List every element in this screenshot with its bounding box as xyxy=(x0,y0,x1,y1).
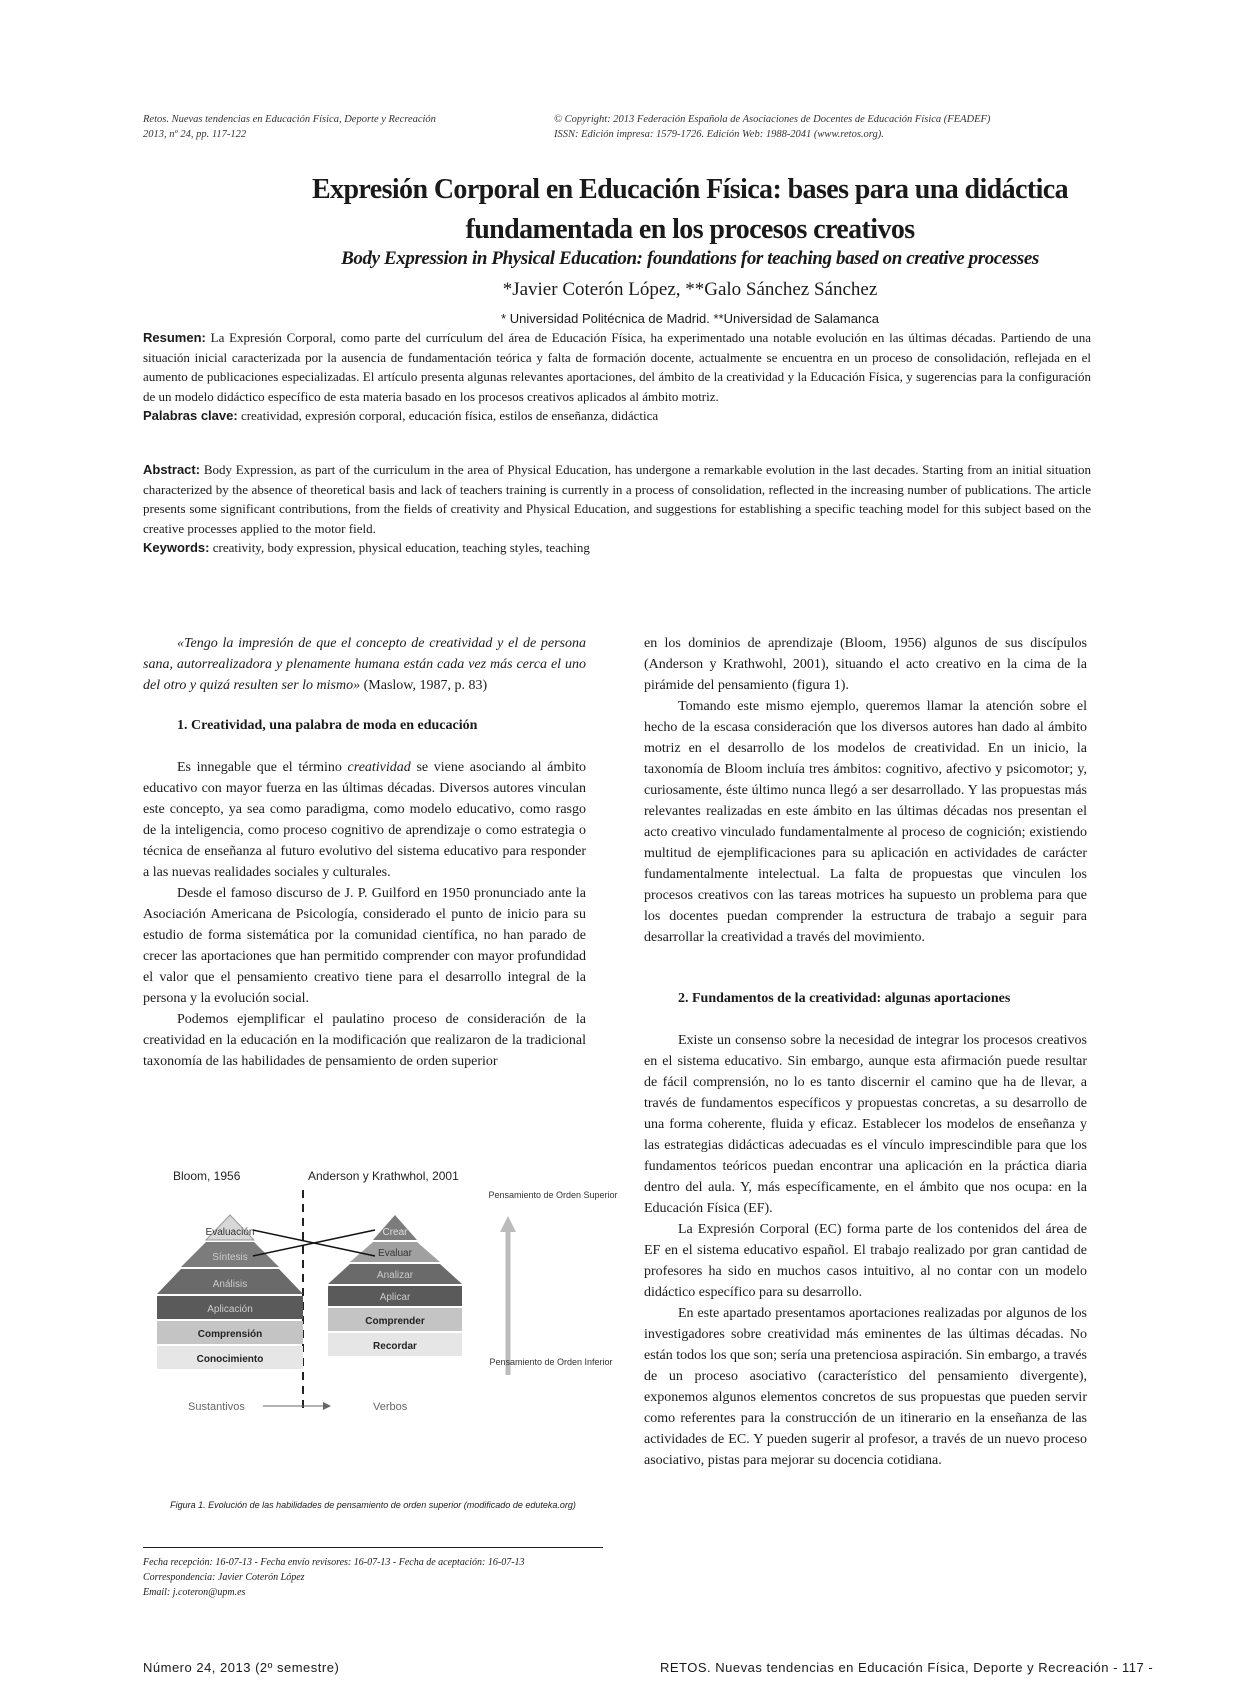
submission-dates: Fecha recepción: 16-07-13 - Fecha envío revisores: 16-07-13 - Fecha de aceptación: 16-07-13 xyxy=(143,1557,525,1568)
paragraph: La Expresión Corporal (EC) forma parte de los contenidos del área de EF en el sistema educativo español. El trabajo realizado por gran cantidad de profesores ha sido en muchos casos intuitivo, al no contar con un modelo didáctico específico para su desarrollo. xyxy=(644,1222,1087,1300)
emphasis-term: creatividad xyxy=(347,760,411,775)
paragraph-text: se viene asociando al ámbito educativo con mayor fuerza en las últimas décadas. Diversos autores vinculan este concepto, ya sea como paradigma, como modelo educativo, como rasgo de la inteligencia, como proceso cognitivo de aprendizaje o como estrategia o técnica de enseñanza al futuro evolutivo del sistema educativo para responder a las nuevas realidades sociales y culturales. xyxy=(143,760,586,880)
level-label: Comprensión xyxy=(197,1329,263,1340)
level-label: Conocimiento xyxy=(196,1354,264,1365)
palabras-clave-label: Palabras clave: xyxy=(143,408,238,423)
copyright-line: © Copyright: 2013 Federación Española de Asociaciones de Docentes de Educación Física (FEADEF) xyxy=(554,114,991,125)
level-label: Crear xyxy=(382,1227,408,1238)
article-title xyxy=(140,170,1240,250)
affiliation: * Universidad Politécnica de Madrid. **Universidad de Salamanca xyxy=(501,311,879,326)
level-label: Análisis xyxy=(212,1279,248,1290)
bloom-pyramid xyxy=(157,1215,303,1369)
left-column xyxy=(143,633,586,1072)
footnote-rule xyxy=(143,1547,603,1548)
level-label: Aplicar xyxy=(379,1292,411,1303)
paragraph: Podemos ejemplificar el paulatino proceso de consideración de la creatividad en la educación en la modificación que realizaron de la tradicional taxonomía de las habilidades de pensamiento de orden superior xyxy=(143,1012,586,1069)
paragraph: Tomando este mismo ejemplo, queremos llamar la atención sobre el hecho de la escasa consideración que los diversos autores han dado al ámbito motriz en el desarrollo de los modelos de creatividad. En un inicio, la taxonomía de Bloom incluía tres ámbitos: cognitivo, afectivo y psicomotor; y, curiosamente, éste último nunca llegó a ser desarrollado. Y las propuestas más relevantes realizadas en este ámbito en las últimas décadas nos presentan el acto creativo vinculado fundamentalmente al proceso de cognición; existiendo multitud de ejemplificaciones para su aplicación en actividades de carácter fundamentalmente intelectual. La falta de propuestas que vinculen los procesos creativos con las tareas motrices ha supuesto un problema para que los docentes puedan comprender la estructura de trabajo a seguir para desarrollar la creatividad a través del movimiento. xyxy=(644,699,1087,945)
paragraph: Desde el famoso discurso de J. P. Guilford en 1950 pronunciado ante la Asociación Americana de Psicología, considerado el punto de inicio para su estudio de forma sistemática por la comunidad científica, no han parado de crecer las aportaciones que han permitido comprender con mayor profundidad el valor que el pensamiento creativo tiene para el desarrollo integral de la persona y la evolución social. xyxy=(143,886,586,1006)
resumen-text: La Expresión Corporal, como parte del currículum del área de Educación Física, ha experimentado una notable evolución en las últimas décadas. Partiendo de una situación inicial caracterizada por la ausencia de fundamentación teórica y falta de formación docente, actualmente se encuentra en un proceso de consolidación, reflejada en el aumento de publicaciones especializadas. El artículo presenta algunas relevantes aportaciones, del ámbito de la creatividad y la Educación Física, y sugerencias para la configuración de un modelo didáctico específico de esta materia basado en los procesos creativos aplicados al ámbito motriz. xyxy=(143,330,1091,404)
footnotes xyxy=(143,1555,603,1600)
keywords: creativity, body expression, physical education, teaching styles, teaching xyxy=(209,540,590,555)
level-label: Analizar xyxy=(376,1270,414,1281)
resumen-label: Resumen: xyxy=(143,330,206,345)
journal-issue: 2013, nº 24, pp. 117-122 xyxy=(143,129,247,140)
page-footer-left: Número 24, 2013 (2º semestre) xyxy=(143,1660,340,1675)
paragraph: Existe un consenso sobre la necesidad de integrar los procesos creativos en el sistema educativo. Sin embargo, aunque esta afirmación puede resultar de fácil comprensión, no lo es tanto discernir el camino que ha de llevar, a través de fundamentos específicos y propuestas concretas, a su desarrollo de una forma coherente, fluida y eficaz. Establecer los modelos de enseñanza y las estrategias didácticas adecuadas es el vínculo imprescindible para que los fundamentos teóricos puedan encontrar una aplicación en la práctica diaria dentro del aula. Y, más específicamente, en el ámbito que nos ocupa: en la Educación Física (EF). xyxy=(644,1033,1087,1216)
keywords-label: Keywords: xyxy=(143,540,210,555)
anderson-label: Anderson y Krathwhol, 2001 xyxy=(308,1169,459,1183)
sustantivos-label: Sustantivos xyxy=(188,1401,245,1413)
order-arrow-head xyxy=(500,1216,516,1232)
quote-reference: (Maslow, 1987, p. 83) xyxy=(360,678,488,693)
journal-header-left xyxy=(143,112,503,142)
lower-order-label: Pensamiento de Orden Inferior xyxy=(489,1357,613,1367)
level-label: Aplicación xyxy=(207,1304,253,1315)
figure-caption: Figura 1. Evolución de las habilidades de pensamiento de orden superior (modificado de eduteka.org) xyxy=(170,1500,576,1510)
paragraph: en los dominios de aprendizaje (Bloom, 1956) algunos de sus discípulos (Anderson y Krathwohl, 2001), situando el acto creativo en la cima de la pirámide del pensamiento (figura 1). xyxy=(644,636,1087,693)
abstract-block xyxy=(143,460,1091,558)
epigraph-quote xyxy=(143,633,586,696)
english-title: Body Expression in Physical Education: foundations for teaching based on creative processes xyxy=(341,248,1039,269)
level-label: Recordar xyxy=(373,1341,417,1352)
bloom-label: Bloom, 1956 xyxy=(173,1169,241,1183)
palabras-clave: creatividad, expresión corporal, educación física, estilos de enseñanza, didáctica xyxy=(237,408,659,423)
level-label: Evaluar xyxy=(378,1248,412,1259)
journal-name: Retos. Nuevas tendencias en Educación Física, Deporte y Recreación xyxy=(143,114,436,125)
right-column xyxy=(644,633,1087,1471)
email: Email: j.coteron@upm.es xyxy=(143,1587,246,1598)
resumen-block xyxy=(143,328,1091,426)
level-label: Evaluación xyxy=(205,1227,255,1238)
paragraph-text: Es innegable que el término xyxy=(177,760,348,775)
section-heading-1: 1. Creatividad, una palabra de moda en educación xyxy=(177,718,478,733)
bottom-arrow-head xyxy=(323,1402,331,1410)
section-heading-2: 2. Fundamentos de la creatividad: algunas aportaciones xyxy=(678,991,1011,1006)
quote-text: «Tengo la impresión de que el concepto de creatividad y el de persona sana, autorrealizadora y plenamente humana están cada vez más cerca el uno del otro y quizá resulten ser lo mismo» xyxy=(143,636,586,693)
paragraph xyxy=(143,757,586,883)
abstract-text: Body Expression, as part of the curriculum in the area of Physical Education, has undergone a remarkable evolution in the last decades. Starting from an initial situation characterized by the absence of theoretical basis and lack of teachers training is currently in a process of consolidation, reflected in the increasing number of publications. The article presents some significant contributions, from the fields of creativity and Physical Education, and suggestions for establishing a specific teaching model for this subject based on the creative processes applied to the motor field. xyxy=(143,462,1091,536)
journal-header-right xyxy=(554,112,1114,142)
verbos-label: Verbos xyxy=(373,1401,408,1413)
level-label: Comprender xyxy=(365,1316,425,1327)
page-footer-right: RETOS. Nuevas tendencias en Educación Física, Deporte y Recreación - 117 - xyxy=(660,1660,1154,1675)
issn-line: ISSN: Edición impresa: 1579-1726. Edición Web: 1988-2041 (www.retos.org). xyxy=(554,129,884,140)
correspondence: Correspondencia: Javier Coterón López xyxy=(143,1572,305,1583)
abstract-label: Abstract: xyxy=(143,462,201,477)
higher-order-label: Pensamiento de Orden Superior xyxy=(488,1190,618,1200)
title-line-2: fundamentada en los procesos creativos xyxy=(465,214,915,245)
level-label: Síntesis xyxy=(212,1252,248,1263)
title-line-1: Expresión Corporal en Educación Física: bases para una didáctica xyxy=(311,174,1069,205)
paragraph: En este apartado presentamos aportaciones realizadas por algunos de los investigadores sobre creatividad más eminentes de las últimas décadas. No están todos los que son; sería una pretenciosa aspiración. Sin embargo, a través de un proceso asociativo (característico del pensamiento divergente), exponemos algunos elementos concretos de sus propuestas que pueden servir como referentes para la construcción de un itinerario en la enseñanza de las actividades de EC. Y pueden sugerir al profesor, a través de un nuevo proceso asociativo, pistas para mejorar su docencia cotidiana. xyxy=(644,1306,1087,1468)
figure-1-taxonomy-diagram xyxy=(143,1160,618,1500)
authors: *Javier Coterón López, **Galo Sánchez Sánchez xyxy=(502,279,878,300)
